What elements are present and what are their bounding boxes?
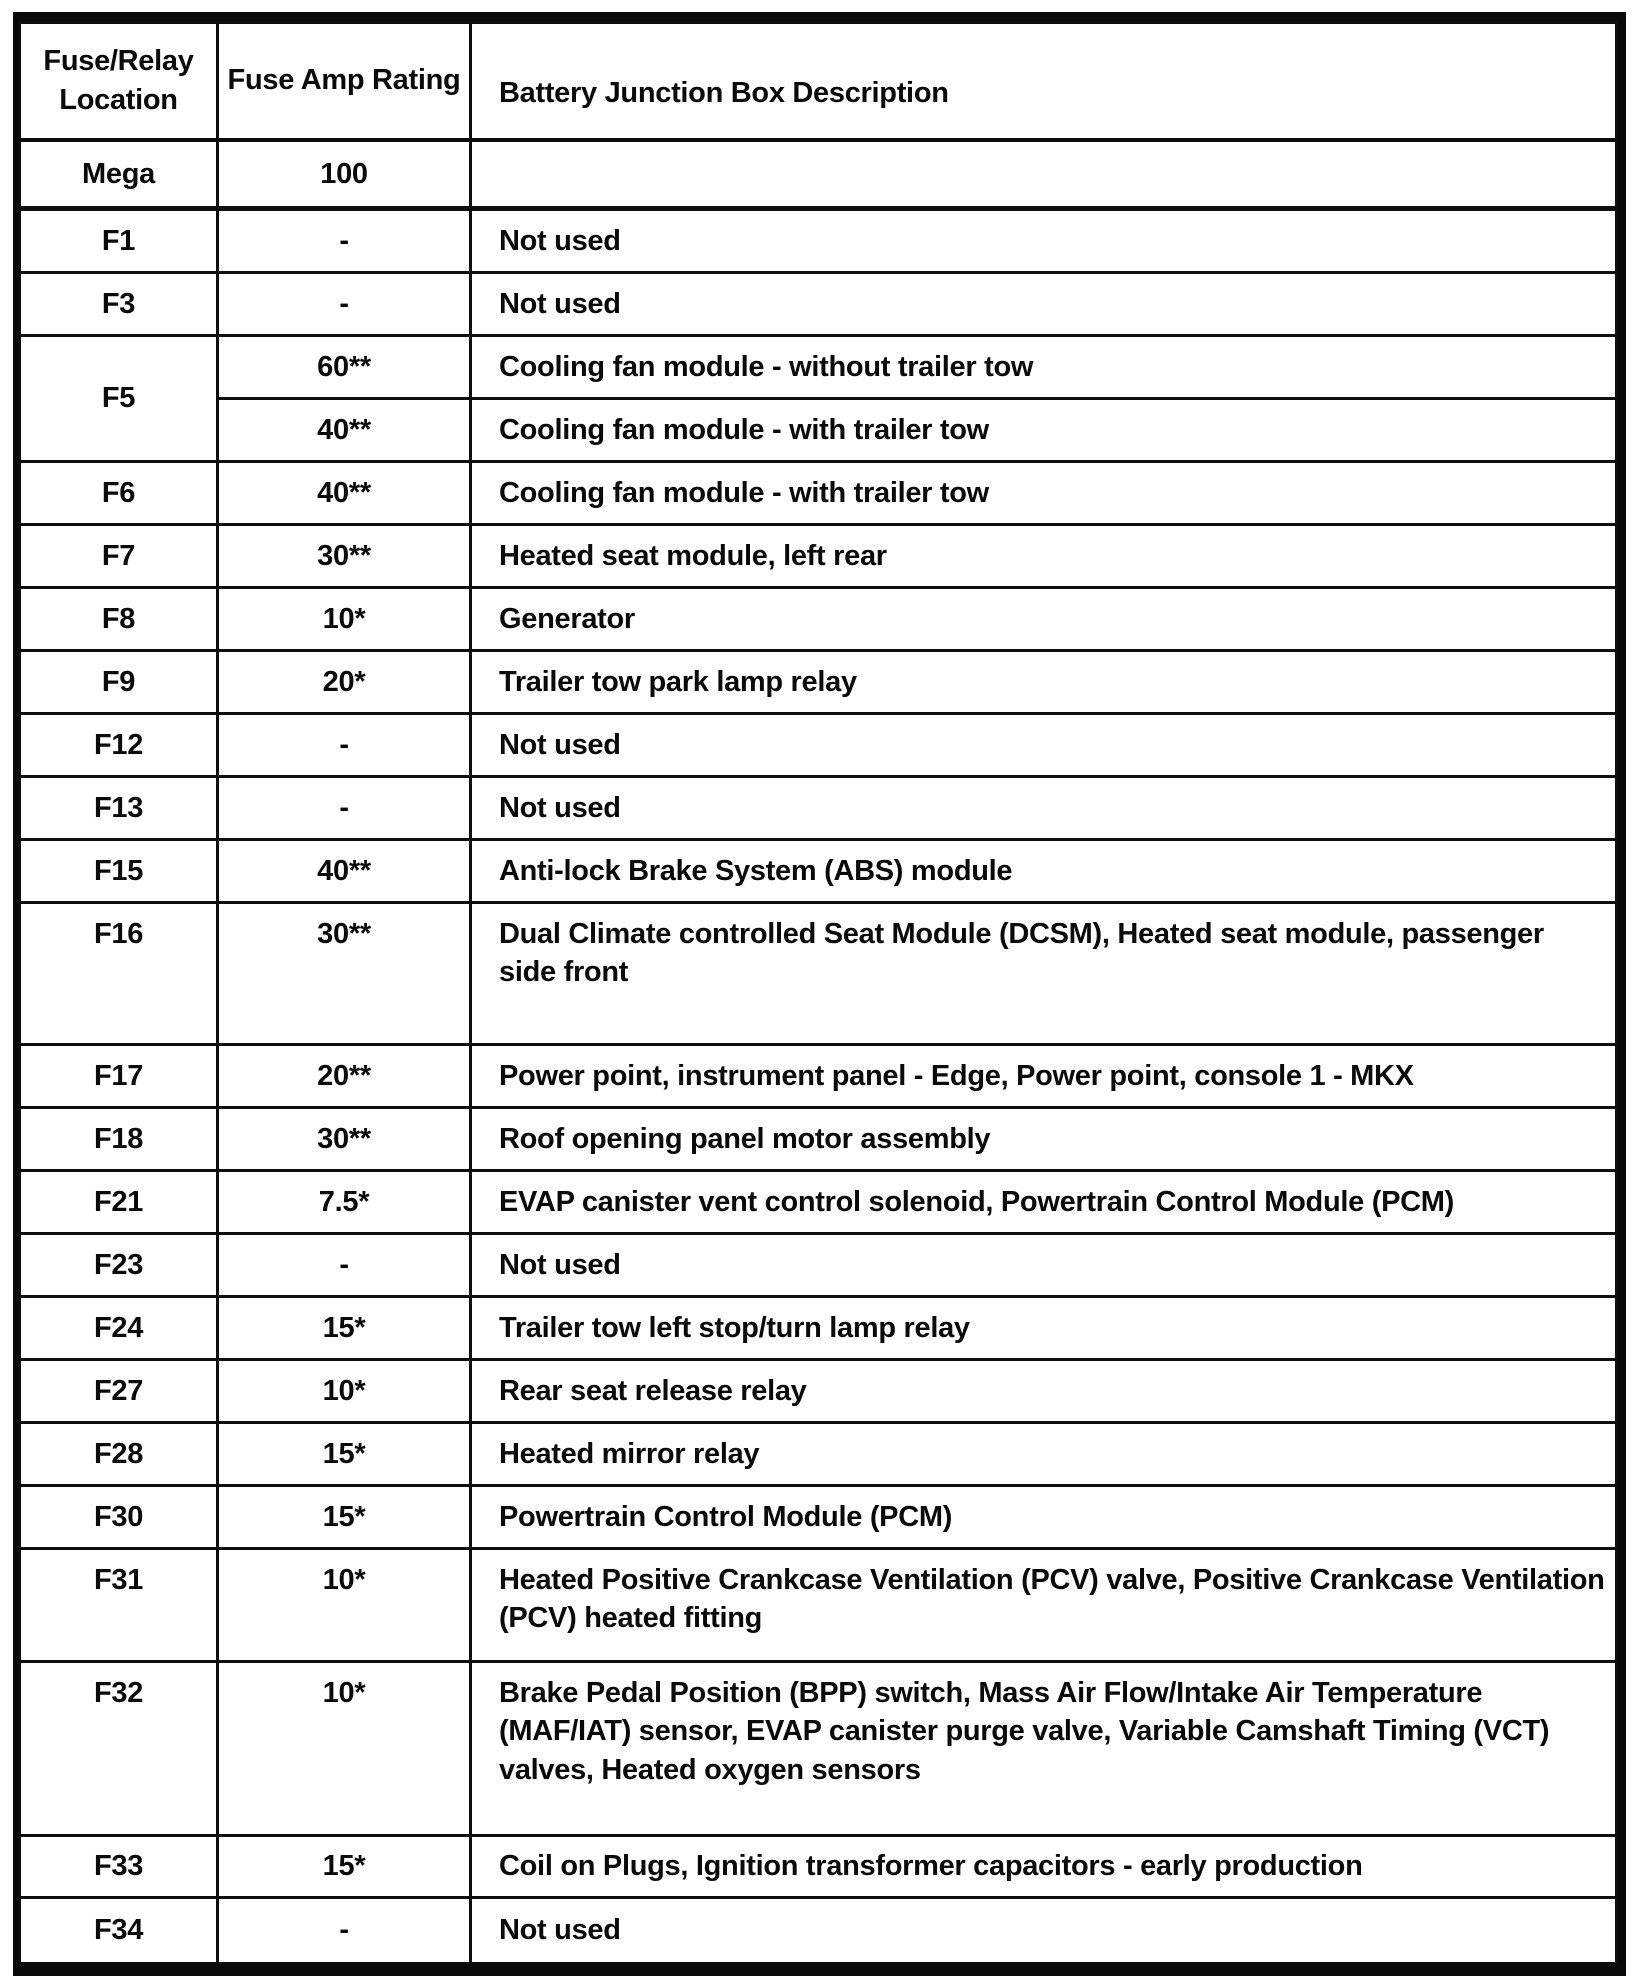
location-cell: F7 [20, 525, 218, 588]
header-row [20, 23, 1617, 141]
description-cell: Rear seat release relay [471, 1360, 1617, 1423]
battery-junction-box-fuse-table [18, 21, 1618, 1965]
table-row-f16 [20, 903, 1617, 1045]
description-cell: Power point, instrument panel - Edge, Power point, console 1 - MKX [471, 1045, 1617, 1108]
description-cell: Not used [471, 777, 1617, 840]
location-cell: F32 [20, 1662, 218, 1836]
description-cell: Trailer tow left stop/turn lamp relay [471, 1297, 1617, 1360]
table-row-f9 [20, 651, 1617, 714]
location-cell: F12 [20, 714, 218, 777]
rating-cell: - [218, 273, 471, 336]
rating-cell: - [218, 1234, 471, 1297]
fuse-table-frame [13, 12, 1626, 1976]
table-row-f30 [20, 1486, 1617, 1549]
location-cell: F16 [20, 903, 218, 1045]
rating-cell: 15* [218, 1836, 471, 1898]
table-row-f33 [20, 1836, 1617, 1898]
description-cell: Cooling fan module - without trailer tow [471, 336, 1617, 399]
location-cell: F27 [20, 1360, 218, 1423]
location-cell: F9 [20, 651, 218, 714]
rating-cell: 20* [218, 651, 471, 714]
header-description: Battery Junction Box Description [471, 23, 1617, 141]
rating-cell: 20** [218, 1045, 471, 1108]
rating-cell: 10* [218, 588, 471, 651]
table-row-f34 [20, 1898, 1617, 1964]
location-cell: Mega [20, 140, 218, 209]
description-cell: Not used [471, 273, 1617, 336]
location-cell: F15 [20, 840, 218, 903]
rating-cell: 15* [218, 1423, 471, 1486]
rating-cell: 30** [218, 903, 471, 1045]
description-cell: Roof opening panel motor assembly [471, 1108, 1617, 1171]
location-cell: F1 [20, 209, 218, 273]
location-cell: F13 [20, 777, 218, 840]
table-row-f3 [20, 273, 1617, 336]
table-row-f1 [20, 209, 1617, 273]
rating-cell: 40** [218, 840, 471, 903]
location-cell: F28 [20, 1423, 218, 1486]
location-cell: F17 [20, 1045, 218, 1108]
table-row-f24 [20, 1297, 1617, 1360]
header-rating: Fuse Amp Rating [218, 23, 471, 141]
description-cell: Cooling fan module - with trailer tow [471, 399, 1617, 462]
table-row-f27 [20, 1360, 1617, 1423]
rating-cell: 30** [218, 1108, 471, 1171]
rating-cell: 15* [218, 1297, 471, 1360]
table-row-f17 [20, 1045, 1617, 1108]
location-cell: F33 [20, 1836, 218, 1898]
description-cell: Brake Pedal Position (BPP) switch, Mass Air Flow/Intake Air Temperature (MAF/IAT) sensor, EVAP canister purge valve, Variable Camshaft Timing (VCT) valves, Heated oxygen sensors [471, 1662, 1617, 1836]
location-cell: F18 [20, 1108, 218, 1171]
rating-cell: - [218, 209, 471, 273]
description-cell: Heated seat module, left rear [471, 525, 1617, 588]
location-cell: F8 [20, 588, 218, 651]
rating-cell: 30** [218, 525, 471, 588]
description-cell: Not used [471, 714, 1617, 777]
table-row-f15 [20, 840, 1617, 903]
table-row-f7 [20, 525, 1617, 588]
rating-cell: 60** [218, 336, 471, 399]
description-cell: Trailer tow park lamp relay [471, 651, 1617, 714]
description-cell: Heated mirror relay [471, 1423, 1617, 1486]
description-cell: Dual Climate controlled Seat Module (DCSM), Heated seat module, passenger side front [471, 903, 1617, 1045]
location-cell: F21 [20, 1171, 218, 1234]
description-cell: Cooling fan module - with trailer tow [471, 462, 1617, 525]
description-cell: Not used [471, 1898, 1617, 1964]
location-cell: F30 [20, 1486, 218, 1549]
rating-cell: 40** [218, 462, 471, 525]
table-row-f5 [20, 336, 1617, 399]
location-cell: F31 [20, 1549, 218, 1662]
rating-cell: 10* [218, 1360, 471, 1423]
table-row-mega [20, 140, 1617, 209]
rating-cell: - [218, 714, 471, 777]
description-cell: EVAP canister vent control solenoid, Powertrain Control Module (PCM) [471, 1171, 1617, 1234]
description-cell: Not used [471, 209, 1617, 273]
table-row-f21 [20, 1171, 1617, 1234]
rating-cell: 40** [218, 399, 471, 462]
description-cell [471, 140, 1617, 209]
description-cell: Anti-lock Brake System (ABS) module [471, 840, 1617, 903]
table-row-f5-alt [20, 399, 1617, 462]
description-cell: Not used [471, 1234, 1617, 1297]
header-location: Fuse/Relay Location [20, 23, 218, 141]
table-row-f31 [20, 1549, 1617, 1662]
table-row-f32 [20, 1662, 1617, 1836]
location-cell: F3 [20, 273, 218, 336]
location-cell: F23 [20, 1234, 218, 1297]
rating-cell: 7.5* [218, 1171, 471, 1234]
location-cell: F5 [20, 336, 218, 462]
description-cell: Generator [471, 588, 1617, 651]
location-cell: F6 [20, 462, 218, 525]
rating-cell: 100 [218, 140, 471, 209]
location-cell: F34 [20, 1898, 218, 1964]
rating-cell: - [218, 1898, 471, 1964]
rating-cell: 15* [218, 1486, 471, 1549]
rating-cell: 10* [218, 1662, 471, 1836]
description-cell: Powertrain Control Module (PCM) [471, 1486, 1617, 1549]
rating-cell: 10* [218, 1549, 471, 1662]
table-row-f23 [20, 1234, 1617, 1297]
table-row-f18 [20, 1108, 1617, 1171]
description-cell: Coil on Plugs, Ignition transformer capacitors - early production [471, 1836, 1617, 1898]
description-cell: Heated Positive Crankcase Ventilation (PCV) valve, Positive Crankcase Ventilation (PCV) heated fitting [471, 1549, 1617, 1662]
table-row-f6 [20, 462, 1617, 525]
rating-cell: - [218, 777, 471, 840]
table-row-f8 [20, 588, 1617, 651]
location-cell: F24 [20, 1297, 218, 1360]
table-row-f28 [20, 1423, 1617, 1486]
table-row-f13 [20, 777, 1617, 840]
table-row-f12 [20, 714, 1617, 777]
